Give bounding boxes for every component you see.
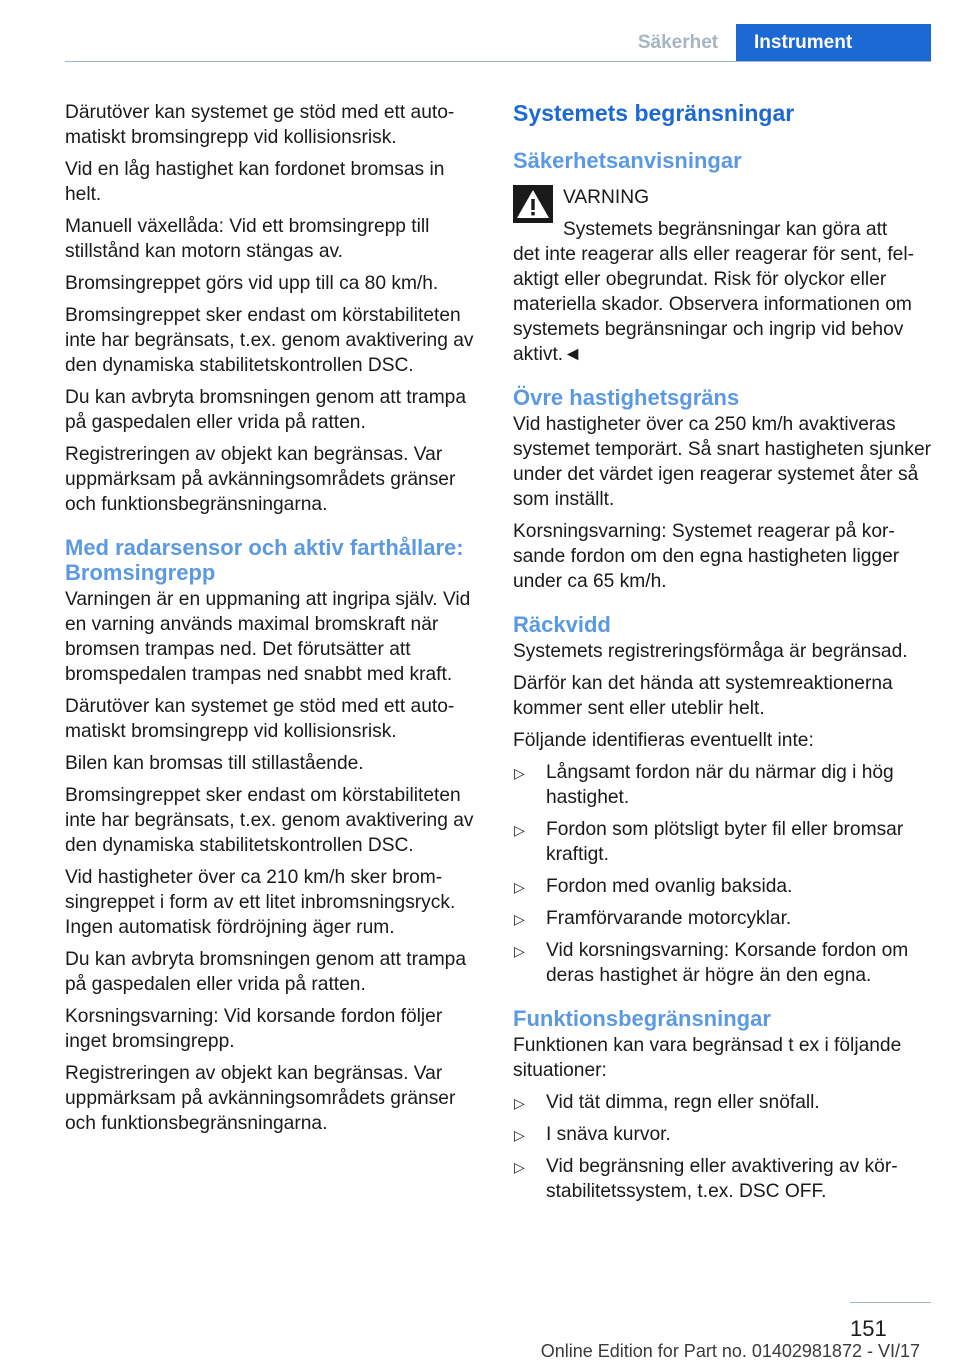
left-column: [65, 100, 485, 1143]
paragraph: Korsningsvarning: Systemet reagerar på korsande fordon om den egna hastigheten ligger under ca 65 km/h.: [513, 521, 900, 592]
bullet-triangle-icon: ▷: [514, 879, 525, 895]
bullet-triangle-icon: ▷: [514, 822, 525, 838]
paragraph: Därutöver kan systemet ge stöd med ett automatiskt bromsingrepp vid kollisionsrisk.: [65, 696, 455, 742]
bullet-triangle-icon: ▷: [514, 943, 525, 959]
warning-text-first-line: Systemets begränsningar kan göra att: [563, 219, 888, 240]
list-item: ▷ Långsamt fordon när du närmar dig i hög hastighet.: [514, 762, 894, 808]
right-column: [513, 100, 933, 1211]
list-item: ▷ Vid korsningsvarning: Korsande fordon om deras hastighet är högre än den egna.: [514, 940, 909, 986]
paragraph: Därför kan det hända att systemreaktionerna kommer sent eller uteblir helt.: [513, 673, 893, 719]
paragraph: Du kan avbryta bromsningen genom att trampa på gaspedalen eller vrida på ratten.: [65, 387, 467, 433]
warning-text: [513, 217, 933, 367]
warning-text-rest: det inte reagerar alls eller reagerar för sent, felaktigt eller obegrundat. Risk för olyckor eller materiella skador. Observera informationen om systemets begränsningar och ingrip vid behov aktivt.◄: [513, 244, 914, 365]
paragraph: Varningen är en uppmaning att ingripa själv. Vid en varning används maximal bromskraft när bromsen trampas ned. Det förutsätter att bromspedalen trampas ned snabbt med kraft.: [65, 589, 471, 685]
paragraph: Registreringen av objekt kan begränsas. Var uppmärksam på avkänningsområdets gränser och funktionsbegränsningarna.: [65, 1063, 456, 1134]
list-item: ▷ Vid begränsning eller avaktivering av körstabilitetssystem, t.ex. DSC OFF.: [514, 1156, 898, 1202]
paragraph: Därutöver kan systemet ge stöd med ett automatiskt bromsingrepp vid kollisionsrisk.: [65, 102, 455, 148]
page-number: 151: [850, 1316, 887, 1341]
bullet-triangle-icon: ▷: [514, 1159, 525, 1175]
paragraph: Vid en låg hastighet kan fordonet bromsas in helt.: [65, 159, 445, 205]
paragraph: Funktionen kan vara begränsad t ex i följande situationer:: [513, 1035, 902, 1081]
list-item: ▷ Fordon med ovanlig baksida.: [513, 874, 933, 899]
paragraph: Följande identifieras eventuellt inte:: [513, 730, 814, 751]
heading-safety-notes: Säkerhetsanvisningar: [513, 148, 742, 173]
paragraph: Vid hastigheter över ca 210 km/h sker bromsingreppet i form av ett litet inbromsningsryck. Ingen automatisk fördröjning äger rum.: [65, 867, 456, 938]
paragraph: Systemets registreringsförmåga är begränsad.: [513, 641, 908, 662]
header-divider: [65, 61, 931, 62]
paragraph: Bilen kan bromsas till stillastående.: [65, 753, 364, 774]
heading-system-limits: Systemets begränsningar: [513, 100, 795, 126]
page-header: [0, 0, 960, 62]
edition-footer: Online Edition for Part no. 01402981872 - VI/17: [540, 1341, 920, 1361]
list-item: ▷ Fordon som plötsligt byter fil eller bromsar kraftigt.: [514, 819, 904, 865]
paragraph: Korsningsvarning: Vid korsande fordon följer inget bromsingrepp.: [65, 1006, 443, 1052]
paragraph: Manuell växellåda: Vid ett bromsingrepp till stillstånd kan motorn stängas av.: [65, 216, 430, 262]
heading-range: Räckvidd: [513, 612, 611, 637]
list-item: ▷ Vid tät dimma, regn eller snöfall.: [513, 1090, 933, 1115]
heading-upper-speed-limit: Övre hastighetsgräns: [513, 385, 740, 410]
warning-block: [513, 185, 933, 367]
range-list: [513, 760, 933, 988]
function-limits-list: [513, 1090, 933, 1204]
paragraph: Bromsingreppet sker endast om körstabiliteten inte har begränsats, t.ex. genom avaktivering av den dynamiska stabilitetskontrollen DSC.: [65, 305, 474, 376]
bullet-triangle-icon: ▷: [514, 1095, 525, 1111]
paragraph: Vid hastigheter över ca 250 km/h avaktiveras systemet temporärt. Så snart hastigheten sjunker under det värdet igen reagerar systemet åter så som inställt.: [513, 414, 932, 510]
heading-function-limits: Funktionsbegränsningar: [513, 1006, 771, 1031]
section-tab-sakerhet[interactable]: Säkerhet: [637, 32, 719, 53]
section-tab-instrument[interactable]: Instrument: [736, 24, 931, 62]
bullet-triangle-icon: ▷: [514, 911, 525, 927]
bullet-triangle-icon: ▷: [514, 765, 525, 781]
bullet-triangle-icon: ▷: [514, 1127, 525, 1143]
warning-triangle-icon: [513, 185, 553, 223]
list-item: ▷ Framförvarande motorcyklar.: [513, 906, 933, 931]
paragraph: Registreringen av objekt kan begränsas. Var uppmärksam på avkänningsområdets gränser och funktionsbegränsningarna.: [65, 444, 456, 515]
list-item: ▷ I snäva kurvor.: [513, 1122, 933, 1147]
paragraph: Du kan avbryta bromsningen genom att trampa på gaspedalen eller vrida på ratten.: [65, 949, 467, 995]
paragraph: Bromsingreppet sker endast om körstabiliteten inte har begränsats, t.ex. genom avaktivering av den dynamiska stabilitetskontrollen DSC.: [65, 785, 474, 856]
warning-title: VARNING: [563, 187, 649, 208]
paragraph: Bromsingreppet görs vid upp till ca 80 km/h.: [65, 273, 439, 294]
heading-radar-braking: Med radarsensor och aktiv farthållare: Bromsingrepp: [65, 535, 464, 585]
footer-divider: [850, 1302, 931, 1303]
